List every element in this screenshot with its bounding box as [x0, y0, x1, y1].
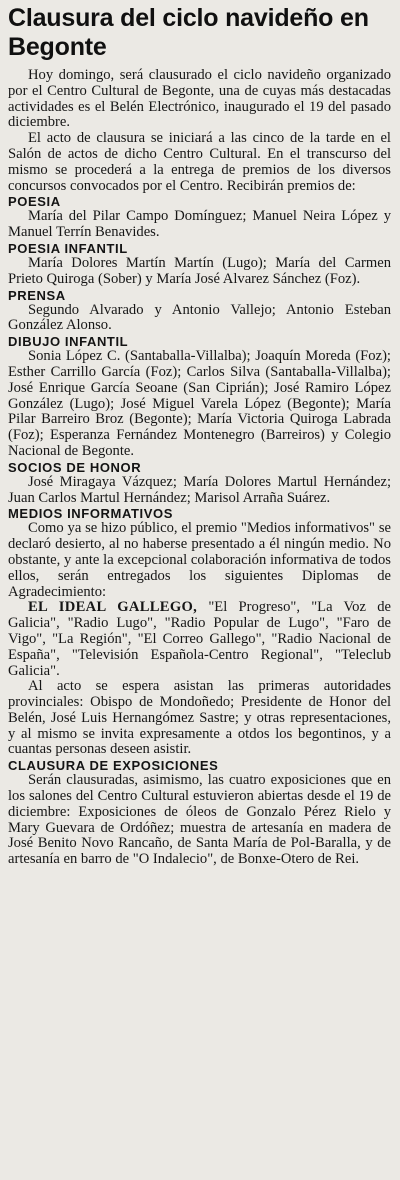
section-heading-poesia-infantil: POESIA INFANTIL [8, 240, 128, 256]
section-heading-medios: MEDIOS INFORMATIVOS [8, 506, 173, 522]
dibujo-infantil-winners: Sonia López C. (Santaballa-Villalba); Joaquín Moreda (Foz); Esther Carrillo García (Foz); Carlos Silva (Santaballa-Villalba); José Enrique García Seoane (San Ciprián); José Ramiro López González (Lugo); José Miguel Varela López (Begonte); María Pilar Barreiro Broz (Begonte); María Victoria Quiroga Labrada (Foz); Esperanza Fernández Montenegro (Barreiros) y Colegio Nacional de Begonte. [8, 348, 391, 459]
section-heading-prensa: PRENSA [8, 287, 66, 303]
acto-paragraph: El acto de clausura se iniciará a las cinco de la tarde en el Salón de actos de dicho Centro Cultural. En el transcurso del mismo se procederá a la entrega de premios de los diversos concursos convocados por el Centro. Recibirán premios de: [8, 130, 391, 194]
diplomas-list: "El Progreso", "La Voz de Galicia", "Radio Lugo", "Radio Popular de Lugo", "Faro de Vigo", "La Región", "El Correo Gallego", "Radio Nacional de España", "Televisión Española-Centro Regional", "Teleclub Galicia". [8, 599, 391, 679]
socios-honor-list: José Miragaya Vázquez; María Dolores Martul Hernández; Juan Carlos Martul Hernández; Marisol Arraña Suárez. [8, 473, 391, 506]
autoridades-paragraph: Al acto se espera asistan las primeras autoridades provinciales: Obispo de Mondoñedo; Presidente de Honor del Belén, José Luis Hernangómez Sastre; y otras representaciones, y al mismo se invita expresamente a otdos los begontinos, y a cuantas personas deseen asistir. [8, 678, 391, 758]
poesia-infantil-winners: María Dolores Martín Martín (Lugo); María del Carmen Prieto Quiroga (Sober) y María José Alvarez Sánchez (Foz). [8, 254, 391, 287]
section-heading-poesia: POESIA [8, 194, 61, 210]
intro-paragraph: Hoy domingo, será clausurado el ciclo navideño organizado por el Centro Cultural de Begonte, una de cuyas más destacadas actividades es el Belén Electrónico, inaugurado el 19 del pasado diciembre. [8, 67, 391, 131]
diplomas-lead: EL IDEAL GALLEGO, [28, 599, 198, 616]
prensa-winners: Segundo Alvarado y Antonio Vallejo; Antonio Esteban González Alonso. [8, 301, 391, 334]
exposiciones-paragraph: Serán clausuradas, asimismo, las cuatro exposiciones que en los salones del Centro Cultural estuvieron abiertas desde el 19 de diciembre: Exposiciones de óleos de Gonzalo Pérez Rielo y Mary Guevara de Ordóñez; muestra de artesanía en madera de José Benito Novo Rancaño, de Santa María de Pol-Baralla, y de artesanía en barro de "O Indalecio", de Bonxe-Otero de Rei. [8, 772, 391, 868]
section-heading-dibujo-infantil: DIBUJO INFANTIL [8, 334, 129, 350]
diplomas-paragraph [8, 600, 391, 679]
section-heading-clausura-exposiciones: CLAUSURA DE EXPOSICIONES [8, 758, 219, 774]
poesia-winners: María del Pilar Campo Domínguez; Manuel Neira López y Manuel Terrín Benavides. [8, 208, 391, 241]
section-heading-socios-honor: SOCIOS DE HONOR [8, 459, 142, 475]
headline: Clausura del ciclo navideño en Begonte [8, 4, 369, 61]
medios-paragraph: Como ya se hizo público, el premio "Medios informativos" se declaró desierto, al no haberse presentado a él ningún medio. No obstante, y ante la excepcional colaboración informativa de todos ellos, serán entregados los siguientes Diplomas de Agradecimiento: [8, 520, 391, 600]
